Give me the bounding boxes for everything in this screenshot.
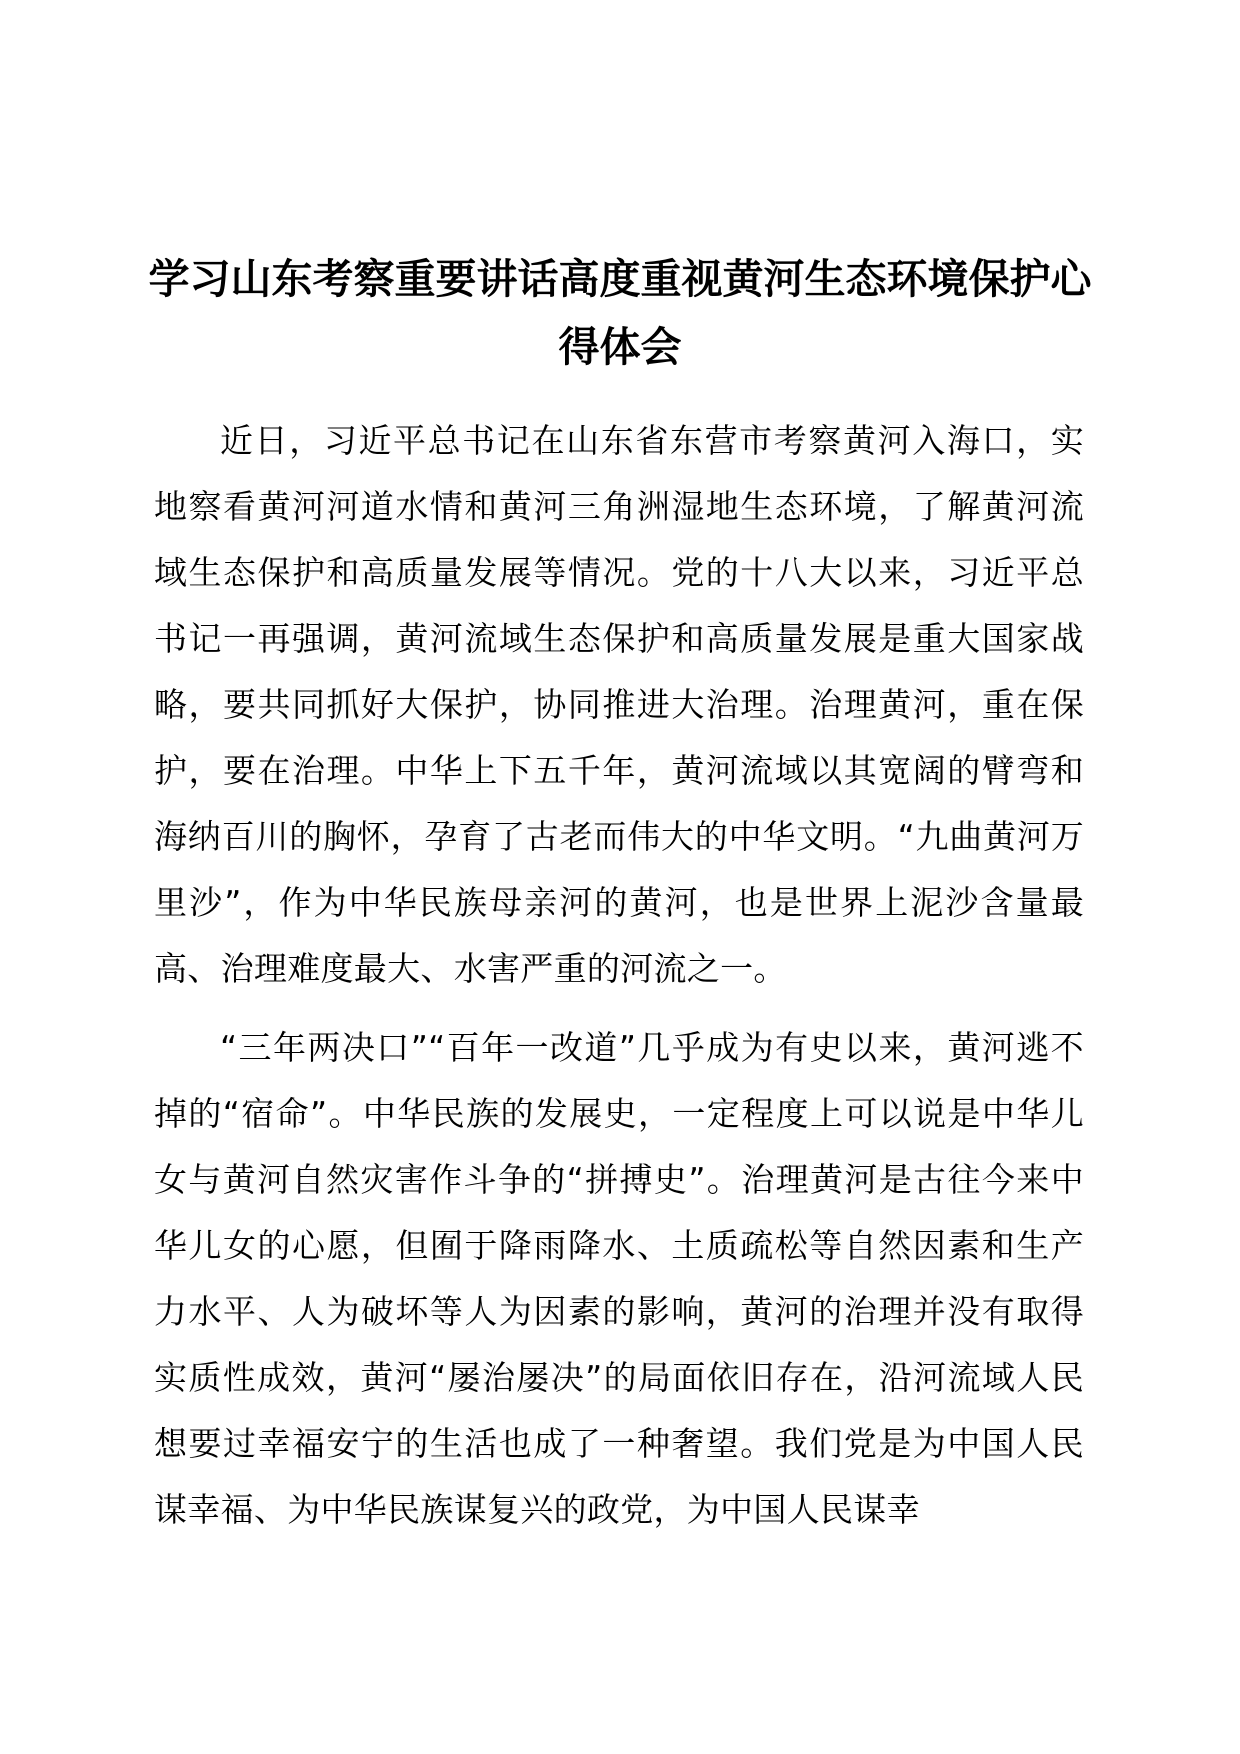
- paragraph-2: “三年两决口”“百年一改道”几乎成为有史以来，黄河逃不掉的“宿命”。中华民族的发展史，一定程度上可以说是中华儿女与黄河自然灾害作斗争的“拼搏史”。治理黄河是古往今来中华儿女的心愿，但囿于降雨降水、土质疏松等自然因素和生产力水平、人为破坏等人为因素的影响，黄河的治理并没有取得实质性成效，黄河“屡治屡决”的局面依旧存在，沿河流域人民想要过幸福安宁的生活也成了一种奢望。我们党是为中国人民谋幸福、为中华民族谋复兴的政党，为中国人民谋幸: [154, 1028, 1084, 1529]
- paragraph-1: 近日，习近平总书记在山东省东营市考察黄河入海口，实地察看黄河河道水情和黄河三角洲湿地生态环境，了解黄河流域生态保护和高质量发展等情况。党的十八大以来，习近平总书记一再强调，黄河流域生态保护和高质量发展是重大国家战略，要共同抓好大保护，协同推进大治理。治理黄河，重在保护，要在治理。中华上下五千年，黄河流域以其宽阔的臂弯和海纳百川的胸怀，孕育了古老而伟大的中华文明。“九曲黄河万里沙”，作为中华民族母亲河的黄河，也是世界上泥沙含量最高、治理难度最大、水害严重的河流之一。: [154, 421, 1084, 988]
- document-title: 学习山东考察重要讲话高度重视黄河生态环境保护心得体会: [148, 255, 1092, 371]
